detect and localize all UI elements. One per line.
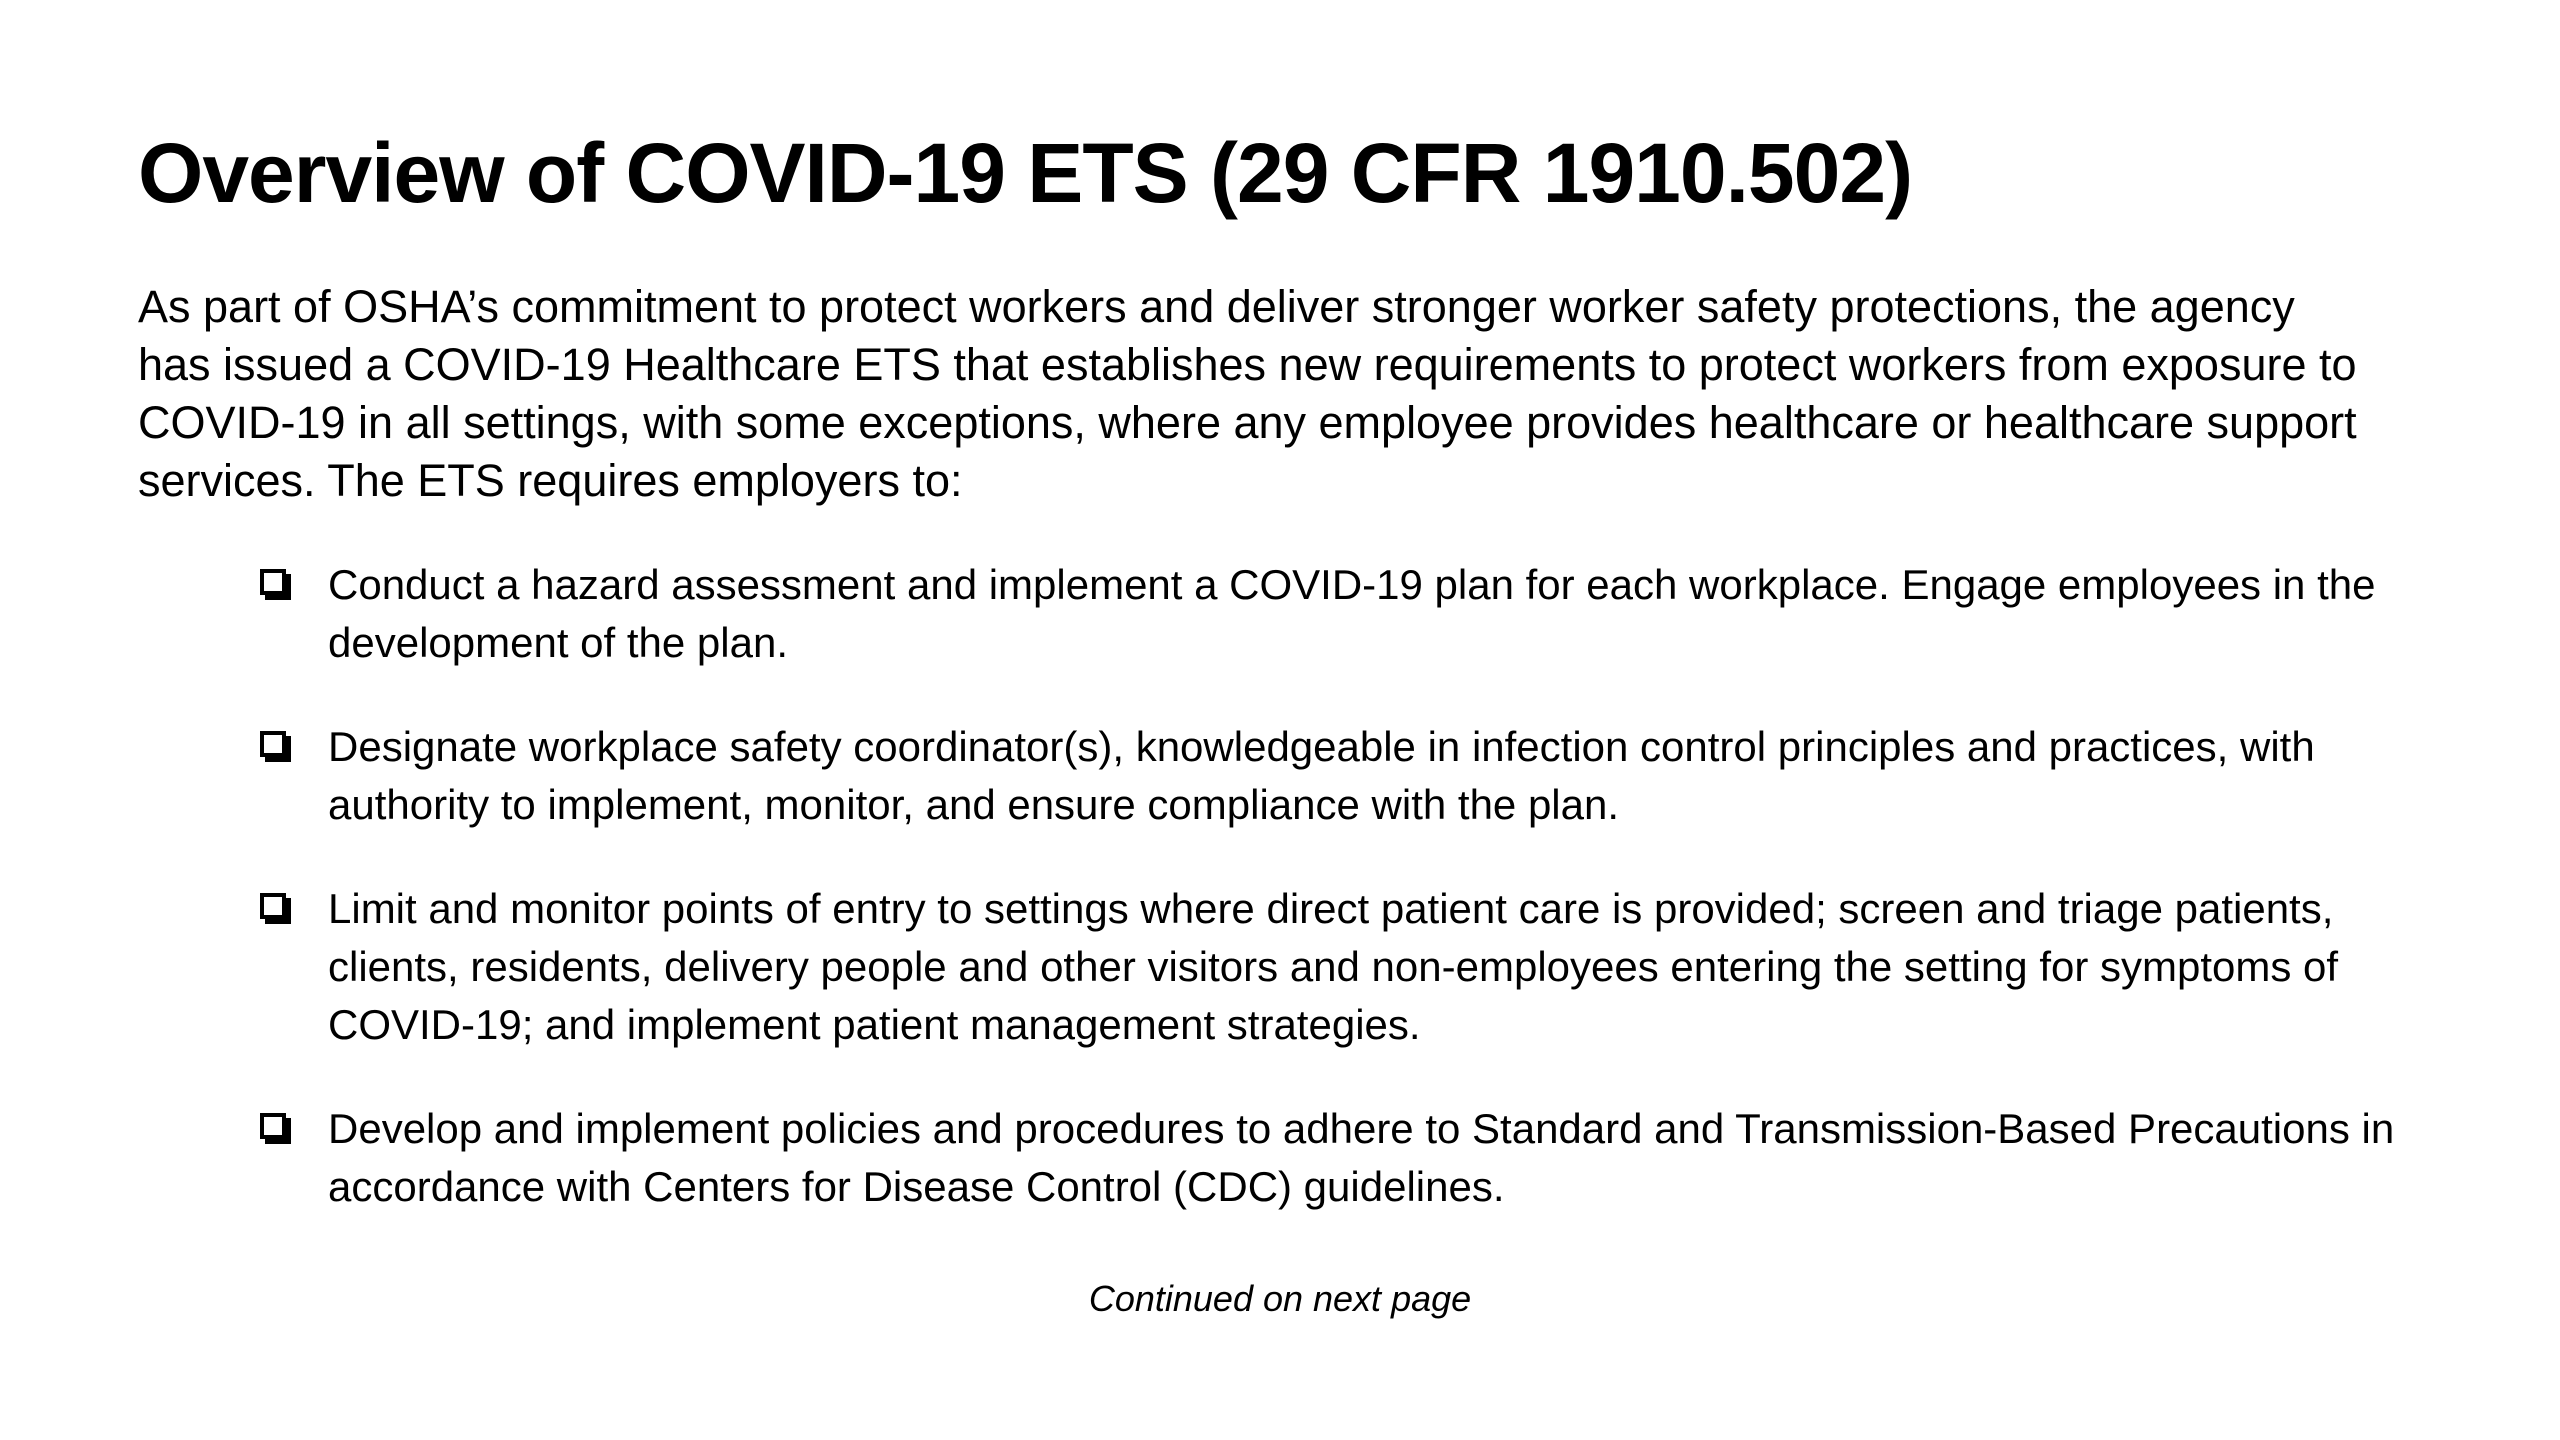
continued-note: Continued on next page [1088,1278,1472,1319]
checkbox-icon [260,731,286,757]
list-item [258,718,2398,834]
list-item-text: Develop and implement policies and procedures to adhere to Standard and Transmission-Based Precautions in accordance with Centers for Disease Control (CDC) guidelines. [328,1105,2395,1210]
list-item [258,1100,2398,1216]
checkbox-icon [260,893,286,919]
list-item-text: Limit and monitor points of entry to settings where direct patient care is provided; screen and triage patients, clients, residents, delivery people and other visitors and non-employees entering the setting for symptoms of COVID-19; and implement patient management strategies. [328,885,2339,1048]
list-item [258,556,2398,672]
intro-paragraph: As part of OSHA’s commitment to protect workers and deliver stronger worker safety protections, the agency has issued a COVID-19 Healthcare ETS that establishes new requirements to protect workers from exposure to COVID-19 in all settings, with some exceptions, where any employee provides healthcare or healthcare support services. The ETS requires employers to: [138,281,2357,506]
list-item [258,880,2398,1054]
list-item-text: Conduct a hazard assessment and implement a COVID-19 plan for each workplace. Engage employees in the development of the plan. [328,561,2376,666]
checkbox-icon [260,1113,286,1139]
checkbox-icon [260,569,286,595]
list-item-text: Designate workplace safety coordinator(s), knowledgeable in infection control principles and practices, with authority to implement, monitor, and ensure compliance with the plan. [328,723,2315,828]
requirements-list [258,556,2398,1262]
slide-title: Overview of COVID-19 ETS (29 CFR 1910.502) [138,126,1913,220]
